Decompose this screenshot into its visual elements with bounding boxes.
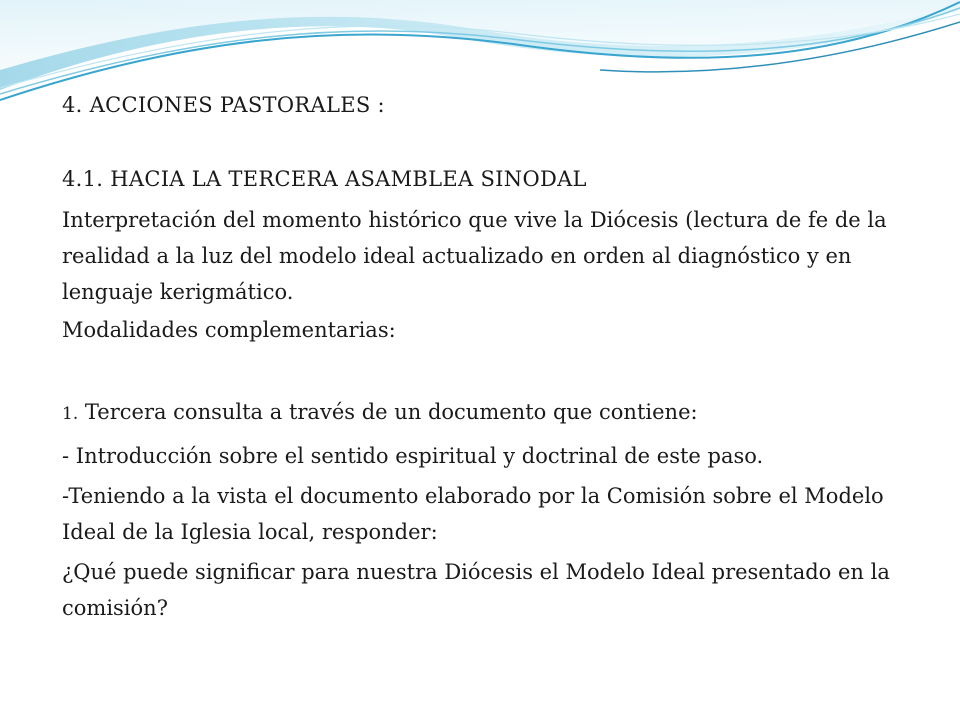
subsection-heading: 4.1. HACIA LA TERCERA ASAMBLEA SINODAL [62,167,587,191]
slide-content [62,92,922,626]
teniendo-paragraph: -Teniendo a la vista el documento elaborado por la Comisión sobre el Modelo Ideal de la Iglesia local, responder: [62,484,884,544]
question-paragraph: ¿Qué puede significar para nuestra Diócesis el Modelo Ideal presentado en la comisión? [62,560,890,620]
interpretation-paragraph: Interpretación del momento histórico que vive la Diócesis (lectura de fe de la realidad a la luz del modelo ideal actualizado en orden al diagnóstico y en lenguaje kerigmático. [62,208,887,304]
item-1-number: 1. [62,404,79,424]
modalities-paragraph: Modalidades complementarias: [62,318,396,342]
introduction-paragraph: - Introducción sobre el sentido espiritual y doctrinal de este paso. [62,444,764,468]
item-1-text: Tercera consulta a través de un documento que contiene: [78,400,698,424]
item-1-paragraph [62,394,922,432]
section-heading: 4. ACCIONES PASTORALES : [62,93,385,117]
